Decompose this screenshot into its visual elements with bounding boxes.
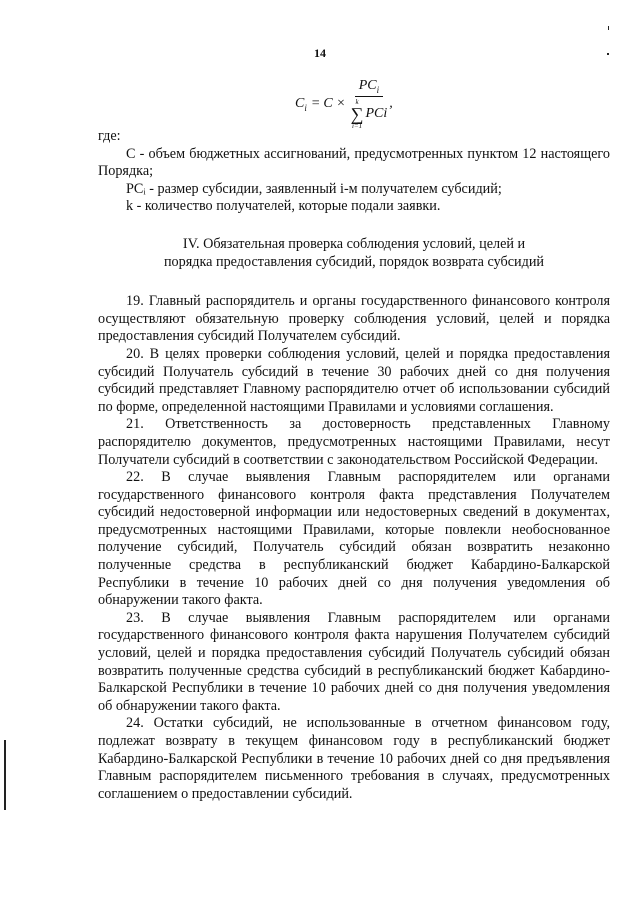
sum-symbol: k ∑ i=1 <box>350 97 364 130</box>
formula-denominator: k ∑ i=1 PCi <box>350 97 388 130</box>
formula-equals: = <box>310 95 321 111</box>
definition-pci: PCᵢ - размер субсидии, заявленный i-м получателем субсидий; <box>126 180 502 197</box>
subsidy-formula <box>295 78 393 130</box>
document-body <box>98 128 610 803</box>
clause-21: 21. Ответственность за достоверность представленных Главному распорядителю документов, предусмотренных настоящими Правилами, несут Получатели субсидий в соответствии с законодательством Российской Федерации. <box>98 416 610 468</box>
clause-24: 24. Остатки субсидий, не использованные в отчетном финансовом году, подлежат возврату в текущем финансовом году в республиканский бюджет Кабардино-Балкарской Республики в течение 10 рабочих дней со дня предъявления Главным распорядителем письменного требования в случаях, предусмотренных соглашением о предоставлении субсидий. <box>98 715 610 802</box>
definition-k: k - количество получателей, которые подали заявки. <box>126 198 441 215</box>
formula-fraction <box>351 78 388 130</box>
clause-19: 19. Главный распорядитель и органы государственного финансового контроля осуществляют обязательную проверку соблюдения условий, целей и порядка предоставления субсидий Получателем субсидий. <box>98 293 610 345</box>
clause-20: 20. В целях проверки соблюдения условий, целей и порядка предоставления субсидий Получатель субсидий в течение 30 рабочих дней со дня получения субсидий представляет Главному распорядителю отчет об использовании субсидий по форме, определенной настоящими Правилами и условиями соглашения. <box>98 345 610 415</box>
section-title: IV. Обязательная проверка соблюдения условий, целей и порядка предоставления субсидий, порядок возврата субсидий <box>163 235 545 270</box>
formula-multiplier: C × <box>323 95 346 111</box>
scan-mark-top <box>608 26 609 30</box>
where-label: где: <box>98 128 121 144</box>
definition-c: С - объем бюджетных ассигнований, предусмотренных пунктом 12 настоящего Порядка; <box>98 145 610 180</box>
formula-lhs: $C_i$ <box>295 95 307 113</box>
scan-mark-left-edge <box>4 740 6 810</box>
page-number: 14 <box>314 46 326 60</box>
clause-22: 22. В случае выявления Главным распорядителем или органами государственного финансового контроля факта представления Получателем субсидий недостоверной информации или недостоверных сведений в документах, предусмотренных настоящими Правилами, которые повлекли необоснованное получение субсидий, Получатель субсидий обязан возвратить незаконно полученные средства в республиканский бюджет Кабардино-Балкарской Республики в течение 10 рабочих дней со дня получения уведомления об обнаружении такого факта. <box>98 469 610 609</box>
formula-numerator: $PC_i$ <box>355 78 383 97</box>
formula-tail: , <box>389 95 393 111</box>
clause-23: 23. В случае выявления Главным распорядителем или органами государственного финансового контроля факта нарушения Получателем субсидий условий, целей и порядка предоставления субсидий Получатель субсидий обязан возвратить полученные средства субсидий в республиканский бюджет Кабардино-Балкарской Республики в течение 10 рабочих дней со дня получения уведомления об обнаружении такого факта. <box>98 609 610 714</box>
